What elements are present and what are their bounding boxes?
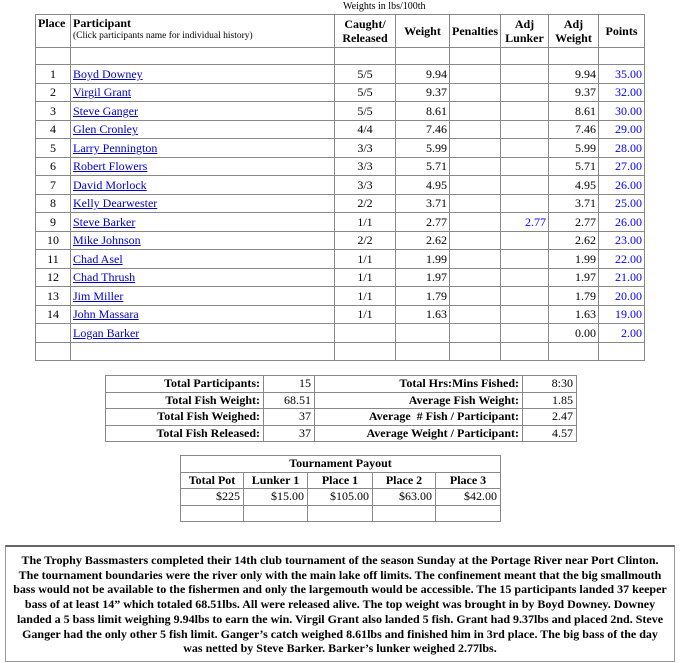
participant-link[interactable]: Robert Flowers	[73, 159, 148, 174]
place-cell: 2	[36, 83, 71, 102]
average-fish-weight-value: 1.85	[523, 392, 577, 409]
adj-lunker-cell	[501, 65, 549, 84]
results-table	[35, 14, 645, 361]
points-cell: 27.00	[599, 157, 645, 176]
points-cell: 23.00	[599, 231, 645, 250]
participant-cell	[71, 213, 335, 232]
caught-released-cell: 5/5	[335, 83, 396, 102]
weight-cell: 2.62	[396, 231, 450, 250]
participant-link[interactable]: Steve Barker	[73, 214, 136, 229]
weight-cell: 8.61	[396, 102, 450, 121]
adj-weight-cell: 1.63	[549, 305, 599, 324]
empty-cell	[308, 505, 373, 522]
adj-weight-cell: 7.46	[549, 120, 599, 139]
table-row	[36, 83, 645, 102]
caught-released-cell: 1/1	[335, 250, 396, 269]
col-header-caught-line1: Caught/	[344, 17, 386, 31]
place-cell: 8	[36, 194, 71, 213]
empty-cell	[71, 342, 335, 361]
caught-released-cell: 5/5	[335, 102, 396, 121]
adj-lunker-cell	[501, 324, 549, 343]
empty-cell	[71, 48, 335, 65]
weight-cell: 4.95	[396, 176, 450, 195]
table-row	[36, 139, 645, 158]
adj-lunker-cell	[501, 287, 549, 306]
participant-link[interactable]: John Massara	[73, 307, 139, 322]
participant-link[interactable]: Kelly Dearwester	[73, 196, 158, 211]
adj-weight-cell: 1.79	[549, 287, 599, 306]
place-cell: 7	[36, 176, 71, 195]
weight-cell: 1.97	[396, 268, 450, 287]
col-header-penalties: Penalties	[450, 15, 501, 48]
caught-released-cell: 2/2	[335, 194, 396, 213]
total-hours-fished-label: Total Hrs:Mins Fished:	[315, 376, 523, 393]
participant-link[interactable]: Chad Asel	[73, 251, 123, 266]
average-fish-per-participant-label: Average # Fish / Participant:	[315, 409, 523, 426]
empty-cell	[450, 342, 501, 361]
caught-released-cell: 3/3	[335, 176, 396, 195]
place-cell: 10	[36, 231, 71, 250]
col-header-participant-label: Participant	[73, 16, 131, 30]
col-header-weight: Weight	[396, 15, 450, 48]
place-cell: 3	[36, 102, 71, 121]
place-cell: 4	[36, 120, 71, 139]
empty-cell	[549, 48, 599, 65]
empty-cell	[36, 48, 71, 65]
payout-title: Tournament Payout	[181, 456, 501, 473]
penalties-cell	[450, 268, 501, 287]
table-row	[36, 157, 645, 176]
total-hours-fished-value: 8:30	[523, 376, 577, 393]
participant-cell	[71, 157, 335, 176]
points-cell: 26.00	[599, 176, 645, 195]
adj-lunker-cell	[501, 120, 549, 139]
points-cell: 25.00	[599, 194, 645, 213]
adj-weight-cell: 3.71	[549, 194, 599, 213]
tournament-story: The Trophy Bassmasters completed their 14th club tournament of the season Sunday at the Portage River near Port Clinton. The tournament boundaries were the river only with the main lake off limits. The confinement meant that the big smallmouth bass would not be available to the fishermen and only the largemouth would be accessible. The 15 participants landed 37 keeper bass of at least 14” which totaled 68.51lbs. All were released alive. The top weight was brought in by Boyd Downey. Downey landed a 5 bass limit weighing 9.94lbs to earn the win. Virgil Grant also landed 5 fish. Grant had 9.37lbs and placed 2nd. Steve Ganger had the only other 5 fish limit. Ganger’s catch weighed 8.61lbs and finished him in 3rd place. The big bass of the day was netted by Steve Barker. Barker’s lunker weighed 2.77lbs.	[5, 545, 675, 662]
empty-cell	[335, 48, 396, 65]
caught-released-cell: 1/1	[335, 287, 396, 306]
caught-released-cell: 1/1	[335, 305, 396, 324]
penalties-cell	[450, 65, 501, 84]
participant-cell	[71, 176, 335, 195]
weight-cell: 2.77	[396, 213, 450, 232]
col-header-points: Points	[599, 15, 645, 48]
adj-weight-cell: 0.00	[549, 324, 599, 343]
empty-cell	[501, 342, 549, 361]
payout-total-pot: $225	[181, 489, 244, 506]
col-header-adj-lunker-line2: Lunker	[505, 31, 544, 45]
empty-cell	[181, 505, 244, 522]
participant-cell	[71, 250, 335, 269]
table-row	[36, 194, 645, 213]
empty-cell	[373, 505, 436, 522]
empty-cell	[396, 342, 450, 361]
adj-lunker-cell	[501, 268, 549, 287]
payout-lunker-1: $15.00	[244, 489, 308, 506]
payout-header-place-1: Place 1	[308, 472, 373, 489]
caught-released-cell: 3/3	[335, 157, 396, 176]
total-fish-weighed-value: 37	[264, 409, 315, 426]
total-participants-label: Total Participants:	[106, 376, 264, 393]
average-weight-per-participant-label: Average Weight / Participant:	[315, 425, 523, 442]
participant-cell	[71, 102, 335, 121]
table-row	[36, 231, 645, 250]
adj-lunker-cell	[501, 176, 549, 195]
table-row	[36, 250, 645, 269]
adj-weight-cell: 1.97	[549, 268, 599, 287]
points-cell: 35.00	[599, 65, 645, 84]
tournament-payout-table	[180, 455, 501, 522]
participant-cell	[71, 231, 335, 250]
penalties-cell	[450, 194, 501, 213]
empty-cell	[599, 48, 645, 65]
payout-header-row	[181, 472, 501, 489]
table-row	[36, 65, 645, 84]
payout-place-1: $105.00	[308, 489, 373, 506]
points-cell: 22.00	[599, 250, 645, 269]
penalties-cell	[450, 231, 501, 250]
col-header-adj-lunker	[501, 15, 549, 48]
participant-link[interactable]: Virgil Grant	[73, 85, 132, 100]
caught-released-cell: 1/1	[335, 213, 396, 232]
empty-cell	[36, 342, 71, 361]
adj-lunker-cell	[501, 139, 549, 158]
participant-cell	[71, 139, 335, 158]
header-row	[36, 15, 645, 48]
adj-lunker-cell	[501, 83, 549, 102]
col-header-participant	[71, 15, 335, 48]
caught-released-cell	[335, 324, 396, 343]
empty-cell	[450, 48, 501, 65]
penalties-cell	[450, 120, 501, 139]
total-fish-weighed-label: Total Fish Weighed:	[106, 409, 264, 426]
participant-link[interactable]: Chad Thrush	[73, 270, 136, 285]
empty-cell	[599, 342, 645, 361]
total-fish-weight-label: Total Fish Weight:	[106, 392, 264, 409]
points-cell: 20.00	[599, 287, 645, 306]
total-fish-released-label: Total Fish Released:	[106, 425, 264, 442]
average-fish-per-participant-value: 2.47	[523, 409, 577, 426]
points-cell: 2.00	[599, 324, 645, 343]
weight-cell: 9.37	[396, 83, 450, 102]
points-cell: 28.00	[599, 139, 645, 158]
payout-header-place-2: Place 2	[373, 472, 436, 489]
empty-row	[36, 342, 645, 361]
adj-weight-cell: 4.95	[549, 176, 599, 195]
tournament-summary-table	[105, 375, 577, 442]
points-cell: 32.00	[599, 83, 645, 102]
empty-cell	[396, 48, 450, 65]
empty-cell	[549, 342, 599, 361]
average-weight-per-participant-value: 4.57	[523, 425, 577, 442]
table-row	[36, 287, 645, 306]
points-cell: 26.00	[599, 213, 645, 232]
col-header-adj-weight-line1: Adj	[563, 17, 584, 31]
summary-row	[106, 425, 577, 442]
adj-weight-cell: 9.37	[549, 83, 599, 102]
weight-cell: 1.79	[396, 287, 450, 306]
table-row	[36, 120, 645, 139]
payout-header-lunker-1: Lunker 1	[244, 472, 308, 489]
caught-released-cell: 5/5	[335, 65, 396, 84]
participant-cell	[71, 120, 335, 139]
caught-released-cell: 3/3	[335, 139, 396, 158]
penalties-cell	[450, 139, 501, 158]
table-row	[36, 324, 645, 343]
payout-values-row	[181, 489, 501, 506]
weight-cell: 9.94	[396, 65, 450, 84]
participant-cell	[71, 194, 335, 213]
participant-cell	[71, 324, 335, 343]
points-cell: 21.00	[599, 268, 645, 287]
participant-link[interactable]: Steve Ganger	[73, 103, 138, 118]
participant-link[interactable]: David Morlock	[73, 177, 147, 192]
place-cell: 5	[36, 139, 71, 158]
place-cell	[36, 324, 71, 343]
weight-cell: 3.71	[396, 194, 450, 213]
place-cell: 11	[36, 250, 71, 269]
weight-cell: 1.63	[396, 305, 450, 324]
caught-released-cell: 1/1	[335, 268, 396, 287]
average-fish-weight-label: Average Fish Weight:	[315, 392, 523, 409]
participant-link[interactable]: Jim Miller	[73, 288, 124, 303]
penalties-cell	[450, 213, 501, 232]
adj-lunker-cell: 2.77	[501, 213, 549, 232]
penalties-cell	[450, 287, 501, 306]
participant-link[interactable]: Logan Barker	[73, 325, 140, 340]
col-header-adj-weight	[549, 15, 599, 48]
points-cell: 30.00	[599, 102, 645, 121]
weight-cell: 5.71	[396, 157, 450, 176]
penalties-cell	[450, 250, 501, 269]
participant-link[interactable]: Mike Johnson	[73, 233, 141, 248]
penalties-cell	[450, 102, 501, 121]
col-header-adj-lunker-line1: Adj	[514, 17, 535, 31]
caught-released-cell: 4/4	[335, 120, 396, 139]
payout-place-3: $42.00	[436, 489, 501, 506]
adj-weight-cell: 5.71	[549, 157, 599, 176]
weight-cell	[396, 324, 450, 343]
participant-cell	[71, 65, 335, 84]
weight-cell: 7.46	[396, 120, 450, 139]
payout-empty-row	[181, 505, 501, 522]
place-cell: 13	[36, 287, 71, 306]
adj-lunker-cell	[501, 305, 549, 324]
col-header-caught-line2: Released	[342, 31, 388, 45]
place-cell: 9	[36, 213, 71, 232]
participant-link[interactable]: Larry Pennington	[73, 140, 158, 155]
participant-cell	[71, 287, 335, 306]
summary-row	[106, 409, 577, 426]
empty-cell	[436, 505, 501, 522]
table-row	[36, 176, 645, 195]
adj-weight-cell: 5.99	[549, 139, 599, 158]
place-cell: 6	[36, 157, 71, 176]
adj-weight-cell: 8.61	[549, 102, 599, 121]
table-row	[36, 102, 645, 121]
place-cell: 12	[36, 268, 71, 287]
participant-cell	[71, 268, 335, 287]
penalties-cell	[450, 176, 501, 195]
payout-header-total-pot: Total Pot	[181, 472, 244, 489]
penalties-cell	[450, 83, 501, 102]
participant-cell	[71, 83, 335, 102]
participant-link[interactable]: Boyd Downey	[73, 66, 143, 81]
place-cell: 1	[36, 65, 71, 84]
penalties-cell	[450, 305, 501, 324]
weights-units-note: Weights in lbs/100th	[343, 1, 426, 12]
adj-lunker-cell	[501, 231, 549, 250]
empty-cell	[501, 48, 549, 65]
participant-cell	[71, 305, 335, 324]
participant-link[interactable]: Glen Cronley	[73, 122, 138, 137]
summary-row	[106, 376, 577, 393]
payout-header-place-3: Place 3	[436, 472, 501, 489]
total-fish-weight-value: 68.51	[264, 392, 315, 409]
total-fish-released-value: 37	[264, 425, 315, 442]
table-row	[36, 268, 645, 287]
adj-weight-cell: 2.77	[549, 213, 599, 232]
adj-weight-cell: 2.62	[549, 231, 599, 250]
table-row	[36, 213, 645, 232]
table-row	[36, 305, 645, 324]
adj-lunker-cell	[501, 194, 549, 213]
participant-history-hint: (Click participants name for individual history)	[73, 31, 253, 41]
weight-cell: 1.99	[396, 250, 450, 269]
adj-lunker-cell	[501, 102, 549, 121]
penalties-cell	[450, 324, 501, 343]
points-cell: 29.00	[599, 120, 645, 139]
col-header-caught-released	[335, 15, 396, 48]
payout-place-2: $63.00	[373, 489, 436, 506]
penalties-cell	[450, 157, 501, 176]
spacer-row	[36, 48, 645, 65]
col-header-adj-weight-line2: Weight	[555, 31, 592, 45]
adj-lunker-cell	[501, 157, 549, 176]
summary-row	[106, 392, 577, 409]
adj-lunker-cell	[501, 250, 549, 269]
empty-cell	[335, 342, 396, 361]
col-header-place: Place	[36, 15, 71, 48]
place-cell: 14	[36, 305, 71, 324]
weight-cell: 5.99	[396, 139, 450, 158]
caught-released-cell: 2/2	[335, 231, 396, 250]
total-participants-value: 15	[264, 376, 315, 393]
points-cell: 19.00	[599, 305, 645, 324]
payout-title-row	[181, 456, 501, 473]
empty-cell	[244, 505, 308, 522]
adj-weight-cell: 1.99	[549, 250, 599, 269]
adj-weight-cell: 9.94	[549, 65, 599, 84]
